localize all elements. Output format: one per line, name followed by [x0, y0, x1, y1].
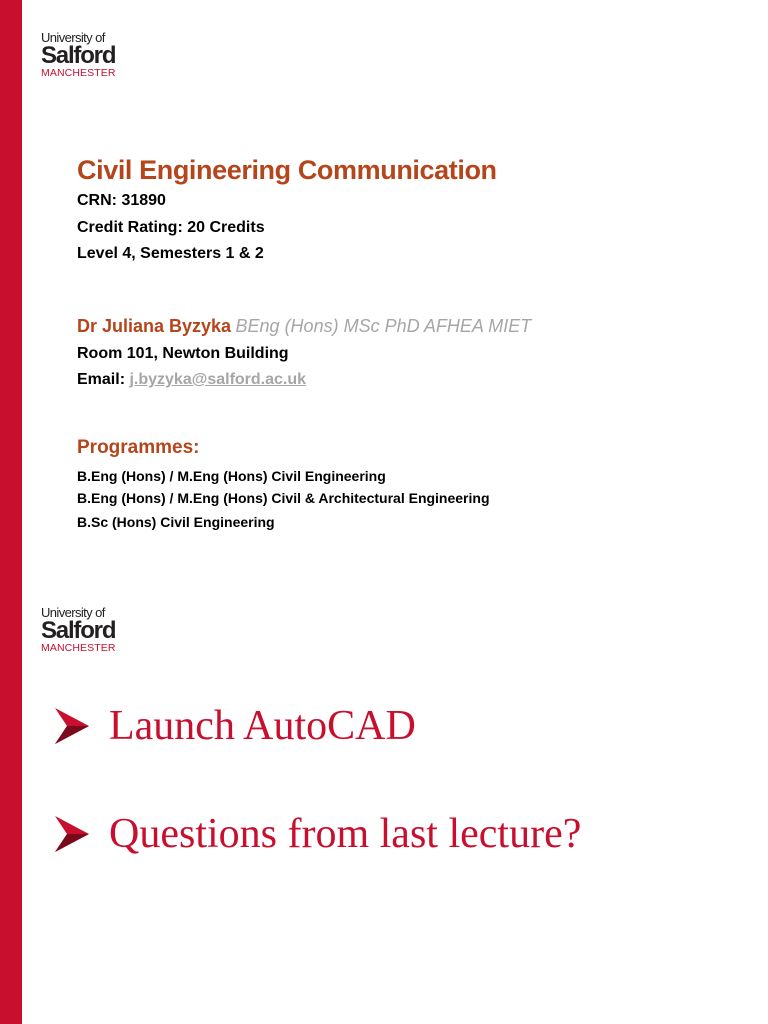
logo-manchester: MANCHESTER — [41, 67, 116, 79]
programme-item: B.Eng (Hons) / M.Eng (Hons) Civil & Architectural Engineering — [77, 490, 490, 506]
programme-item: B.Sc (Hons) Civil Engineering — [77, 514, 275, 530]
bullet-text: Launch AutoCAD — [109, 703, 416, 749]
email-link[interactable]: j.byzyka@salford.ac.uk — [129, 371, 307, 388]
course-title: Civil Engineering Communication — [77, 155, 497, 185]
bullet-item — [55, 702, 416, 750]
lecturer-heading — [77, 316, 531, 337]
university-logo — [41, 31, 141, 79]
course-level: Level 4, Semesters 1 & 2 — [77, 245, 264, 262]
lecturer-room: Room 101, Newton Building — [77, 345, 289, 362]
logo-university-of: University of — [41, 605, 105, 620]
logo-university-of: University of — [41, 30, 105, 45]
course-crn: CRN: 31890 — [77, 192, 166, 209]
slide-divider — [22, 568, 768, 569]
arrow-bullet-icon — [55, 708, 89, 744]
logo-salford: Salford — [41, 42, 116, 69]
programme-item: B.Eng (Hons) / M.Eng (Hons) Civil Engineering — [77, 468, 386, 484]
bullet-text: Questions from last lecture? — [109, 811, 582, 857]
lecturer-email-line — [77, 371, 306, 389]
email-label: Email: — [77, 371, 126, 388]
programmes-heading: Programmes: — [77, 437, 200, 458]
logo-manchester: MANCHESTER — [41, 642, 116, 654]
lecturer-qualifications: BEng (Hons) MSc PhD AFHEA MIET — [235, 316, 532, 336]
logo-salford: Salford — [41, 617, 116, 644]
left-accent-bar — [0, 0, 22, 1024]
university-logo-slide-2 — [41, 606, 141, 654]
course-credit-rating: Credit Rating: 20 Credits — [77, 219, 265, 236]
bullet-item — [55, 810, 581, 858]
lecturer-name: Dr Juliana Byzyka — [77, 316, 232, 336]
arrow-bullet-icon — [55, 816, 89, 852]
